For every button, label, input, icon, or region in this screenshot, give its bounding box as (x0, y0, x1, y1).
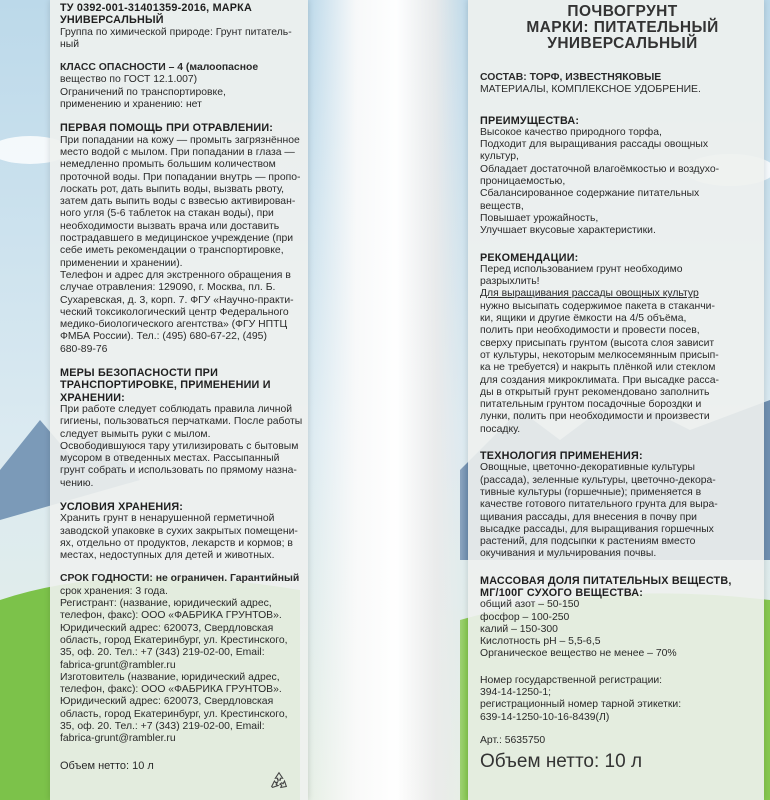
first-aid-line: проточной воды. При попадании внутрь — пропо- (60, 171, 301, 183)
technology-line: высадке рассады, для выращивания горшечных (480, 523, 714, 535)
recommendations-section (480, 252, 765, 436)
registration-line: 394-14-1250-1; (480, 687, 552, 699)
first-aid-line: При попадании на кожу — промыть загрязнённое (60, 134, 300, 146)
nutrients-title: МГ/100Г СУХОГО ВЕЩЕСТВА: (480, 586, 644, 599)
spec-line-2: УНИВЕРСАЛЬНЫЙ (60, 14, 164, 27)
storage-title: УСЛОВИЯ ХРАНЕНИЯ: (60, 500, 184, 513)
first-aid-line: себе иметь рекомендации о транспортировке, (60, 245, 284, 257)
article-number: Арт.: 5635750 (480, 734, 546, 746)
recommendation-line: нужно высыпать содержимое пакета в стаканчи- (480, 300, 715, 312)
safety-line: При работе следует соблюдать правила личной (60, 403, 293, 415)
nutrients-section (480, 575, 765, 661)
right-column (480, 2, 765, 773)
technology-line: тивные культуры (горшечные); применяется в (480, 486, 702, 498)
first-aid-line: место водой с мылом. При попадании в глаза — (60, 146, 295, 158)
recycle-icon (268, 770, 290, 792)
spec-line-4: ный (60, 38, 80, 50)
nutrients-title: МАССОВАЯ ДОЛЯ ПИТАТЕЛЬНЫХ ВЕЩЕСТВ, (480, 574, 732, 587)
technology-title: ТЕХНОЛОГИЯ ПРИМЕНЕНИЯ: (480, 450, 643, 463)
recommendations-title: РЕКОМЕНДАЦИИ: (480, 251, 579, 264)
product-title (480, 4, 765, 52)
advantage-item: Обладает достаточной влагоёмкостью и воздухо- (480, 163, 720, 175)
first-aid-line: случае отравления: 129090, г. Москва, пл. Б. (60, 282, 276, 294)
hazard-line: Ограничений по транспортировке, (60, 86, 226, 98)
recommendation-underlined: Для выращивания рассады овощных культур (480, 288, 699, 300)
recommendation-line: посадку. (480, 423, 521, 435)
product-title-line: ПОЧВОГРУНТ (567, 3, 678, 20)
product-title-line: МАРКИ: ПИТАТЕЛЬНЫЙ (526, 19, 719, 36)
advantage-item: проницаемостью, (480, 176, 566, 188)
technology-line: растений, для подсыпки к растениям вместо (480, 536, 696, 548)
recommendation-line: разрыхлить! (480, 276, 540, 288)
nutrient-line: фосфор – 100-250 (480, 611, 570, 623)
first-aid-line: лоскать рот, дать выпить воды, вызвать рвоту, (60, 183, 285, 195)
recommendation-line: ка не требуется) и накрыть плёнкой или стеклом (480, 362, 716, 374)
composition-line: МАТЕРИАЛЫ, КОМПЛЕКСНОЕ УДОБРЕНИЕ. (480, 84, 701, 96)
shelf-line: Юридический адрес: 620073, Свердловская (60, 696, 274, 708)
spec-line-3: Группа по химической природе: Грунт питатель- (60, 26, 292, 38)
hazard-section (60, 62, 305, 111)
composition-section (480, 72, 765, 97)
shelf-line: телефон, факс): ООО «ФАБРИКА ГРУНТОВ». (60, 684, 282, 696)
recommendation-line: Перед использованием грунт необходимо (480, 263, 683, 275)
safety-line: чению. (60, 477, 94, 489)
storage-line: заводской упаковке в сухих закрытых помещени- (60, 525, 298, 537)
technology-line: (рассада), зеленные культуры, цветочно-декора- (480, 474, 716, 486)
recommendation-line: ды в открытый грунт рекомендовано заполнить (480, 386, 710, 398)
advantage-item: культур, (480, 151, 519, 163)
advantages-title: ПРЕИМУЩЕСТВА: (480, 114, 580, 127)
safety-line: Освободившуюся тару утилизировать с бытовым (60, 440, 299, 452)
first-aid-line: немедленно промыть большим количеством (60, 159, 276, 171)
recommendation-line: ки, ящики и другие ёмкости на 4/5 объёма, (480, 313, 687, 325)
safety-title: МЕРЫ БЕЗОПАСНОСТИ ПРИ (60, 367, 219, 380)
shelf-line: Юридический адрес: 620073, Свердловская (60, 622, 274, 634)
advantage-item: Повышает урожайность, (480, 212, 599, 224)
first-aid-title: ПЕРВАЯ ПОМОЩЬ ПРИ ОТРАВЛЕНИИ: (60, 122, 274, 135)
spec-header (60, 2, 305, 51)
shelf-line: телефон, факс): ООО «ФАБРИКА ГРУНТОВ». (60, 610, 282, 622)
advantages-section (480, 115, 765, 238)
first-aid-section (60, 122, 305, 356)
shelf-line: область, город Екатеринбург, ул. Крестинского, (60, 634, 288, 646)
advantage-item: Сбалансированное содержание питательных (480, 188, 700, 200)
advantage-item: Высокое качество природного торфа, (480, 126, 662, 138)
advantage-item: Улучшает вкусовые характеристики. (480, 225, 656, 237)
first-aid-line: применении и хранении). (60, 257, 183, 269)
technology-line: Овощные, цветочно-декоративные культуры (480, 462, 696, 474)
first-aid-line: Телефон и адрес для экстренного обращения в (60, 269, 291, 281)
safety-title: ХРАНЕНИИ: (60, 391, 125, 404)
first-aid-line: необходимости вызвать врача или доставить (60, 220, 280, 232)
safety-line: следует вымыть руки с мылом. (60, 428, 211, 440)
net-volume-right: Объем нетто: 10 л (480, 751, 643, 773)
advantage-item: веществ, (480, 200, 524, 212)
first-aid-line: ческий токсикологический центр Федерального (60, 306, 289, 318)
technology-line: окучивания и мульчирования почвы. (480, 548, 657, 560)
safety-line: гигиены, пользоваться перчатками. После работы (60, 416, 303, 428)
safety-line: мусором в отведенных местах. Рассыпанный (60, 453, 280, 465)
registration-line: регистрационный номер тарной этикетки: (480, 699, 682, 711)
technology-section (480, 450, 765, 561)
recommendation-line: полить при необходимости и провести посев, (480, 325, 700, 337)
nutrient-line: Кислотность рН – 5,5-6,5 (480, 636, 601, 648)
first-aid-line: медико-биологического агентства» (ФГУ НПТЦ (60, 319, 288, 331)
technology-line: качестве готового питательного грунта для выра- (480, 499, 718, 511)
first-aid-line: затем дать выпить воды с взвесью активирован- (60, 196, 296, 208)
storage-line: ях, отдельно от продуктов, лекарств и кормов; в (60, 537, 293, 549)
recommendation-line: сверху присыпать грунтом (высота слоя зависит (480, 337, 715, 349)
storage-line: Хранить грунт в ненарушенной герметичной (60, 513, 275, 525)
registration-section (480, 675, 765, 724)
first-aid-line: 680-89-76 (60, 343, 108, 355)
storage-section (60, 501, 305, 562)
technology-line: щивания рассады, для внесения в почву при (480, 511, 697, 523)
first-aid-line: ФМБА России). Тел.: (495) 680-67-22, (495) (60, 331, 267, 343)
first-aid-line: пострадавшего в медицинское учреждение (при (60, 233, 294, 245)
net-volume-left: Объем нетто: 10 л (60, 759, 154, 772)
hazard-line: вещество по ГОСТ 12.1.007) (60, 74, 198, 86)
nutrient-line: Органическое вещество не менее – 70% (480, 648, 677, 660)
safety-line: грунт собрать и использовать по прямому назна- (60, 465, 297, 477)
shelf-life-section (60, 573, 305, 745)
product-title-line: УНИВЕРСАЛЬНЫЙ (547, 35, 698, 52)
first-aid-line: ного угля (5-6 таблеток на стакан воды), при (60, 208, 274, 220)
shelf-line: 35, оф. 20. Тел.: +7 (343) 219-02-00, Email: (60, 647, 265, 659)
safety-section (60, 367, 305, 490)
nutrient-line: калий – 150-300 (480, 623, 558, 635)
shelf-line: 35, оф. 20. Тел.: +7 (343) 219-02-00, Email: (60, 721, 265, 733)
left-column (60, 2, 305, 772)
shelf-line: СРОК ГОДНОСТИ: не ограничен. Гарантийный (60, 573, 300, 585)
shelf-line: срок хранения: 3 года. (60, 585, 168, 597)
package-seam (308, 0, 468, 800)
recommendation-line: лунки, полить при необходимости и произвести (480, 411, 710, 423)
shelf-line: область, город Екатеринбург, ул. Крестинского, (60, 708, 288, 720)
recommendation-line: питательным грунтом посадочные бороздки и (480, 399, 702, 411)
hazard-line: применению и хранению: нет (60, 99, 202, 111)
composition-line: СОСТАВ: ТОРФ, ИЗВЕСТНЯКОВЫЕ (480, 72, 662, 83)
registration-line: 639-14-1250-10-16-8439(Л) (480, 711, 610, 723)
nutrient-line: общий азот – 50-150 (480, 599, 580, 611)
recommendation-line: для создания микроклимата. При высадке расса- (480, 374, 719, 386)
safety-title: ТРАНСПОРТИРОВКЕ, ПРИМЕНЕНИИ И (60, 379, 271, 392)
registration-line: Номер государственной регистрации: (480, 674, 663, 686)
shelf-line: Изготовитель (название, юридический адрес, (60, 671, 280, 683)
shelf-line: fabrica-grunt@rambler.ru (60, 733, 176, 745)
recommendation-line: от культуры, некоторым мелкосемянным присып- (480, 349, 719, 361)
shelf-line: Регистрант: (название, юридический адрес, (60, 598, 272, 610)
storage-line: местах, недоступных для детей и животных. (60, 550, 275, 562)
advantage-item: Подходит для выращивания рассады овощных (480, 139, 709, 151)
shelf-line: fabrica-grunt@rambler.ru (60, 659, 176, 671)
first-aid-line: Сухаревская, д. 3, корп. 7. ФГУ «Научно-практи- (60, 294, 294, 306)
hazard-line: КЛАСС ОПАСНОСТИ – 4 (малоопасное (60, 62, 259, 74)
spec-line-1: ТУ 0392-001-31401359-2016, МАРКА (60, 2, 252, 14)
